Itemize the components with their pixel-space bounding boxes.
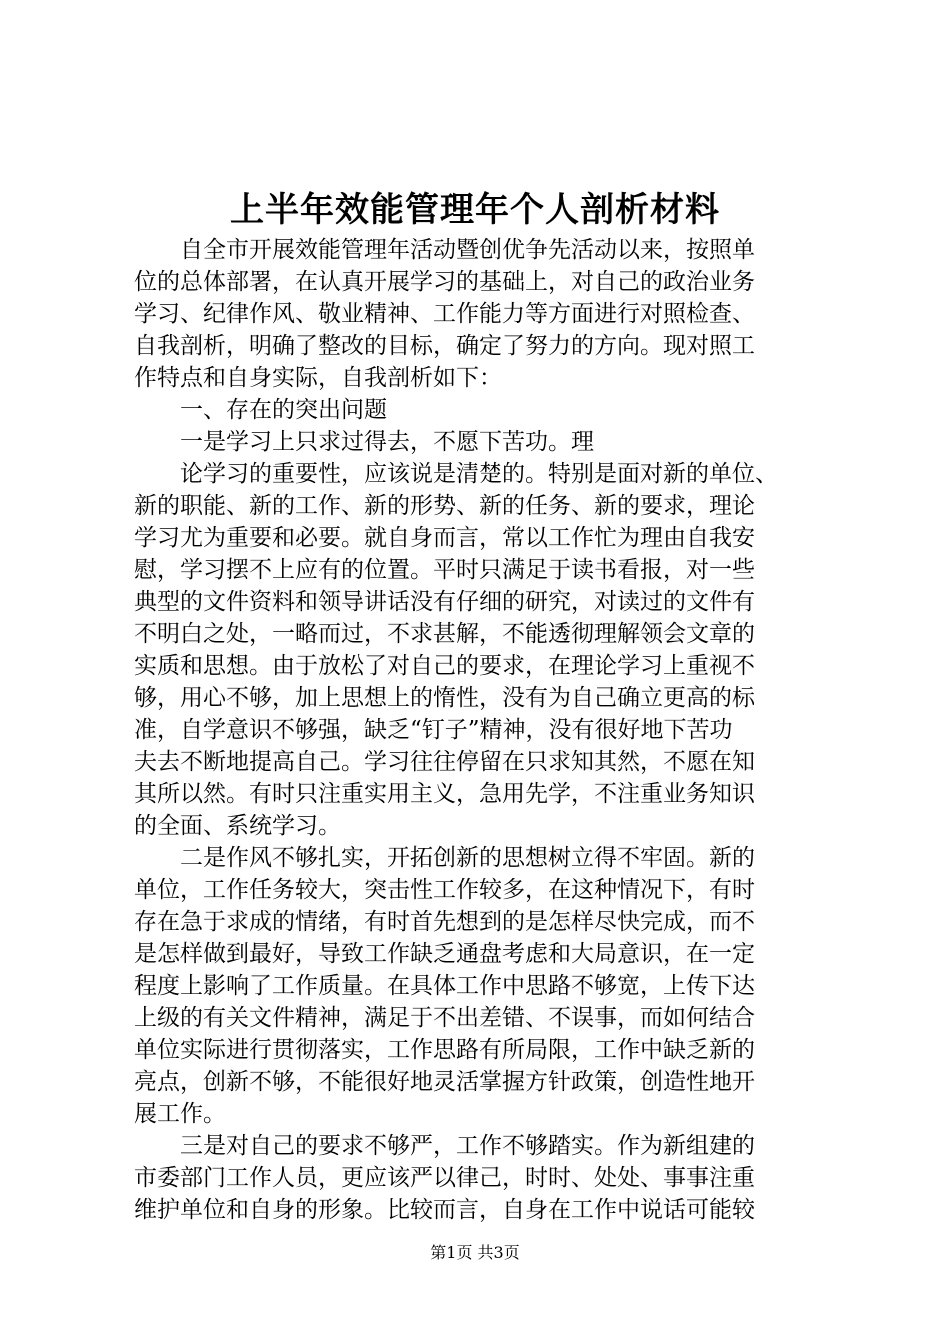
paragraph-line: 实质和思想。由于放松了对自己的要求，在理论学习上重视不 — [134, 653, 755, 679]
paragraph-line: 单位实际进行贯彻落实，工作思路有所局限，工作中缺乏新的 — [134, 1037, 755, 1063]
paragraph-line: 自全市开展效能管理年活动暨创优争先活动以来，按照单 — [180, 237, 755, 263]
paragraph-line: 二是作风不够扎实，开拓创新的思想树立得不牢固。新的 — [180, 845, 755, 871]
paragraph-line: 位的总体部署，在认真开展学习的基础上，对自己的政治业务 — [134, 269, 755, 295]
paragraph-line: 的全面、系统学习。 — [134, 813, 341, 839]
paragraph-line: 一是学习上只求过得去，不愿下苦功。理 — [180, 429, 594, 455]
paragraph-line: 作特点和自身实际，自我剖析如下： — [134, 365, 502, 391]
paragraph-line: 展工作。 — [134, 1101, 226, 1127]
paragraph-line: 上级的有关文件精神，满足于不出差错、不误事，而如何结合 — [134, 1005, 755, 1031]
paragraph-line: 学习、纪律作风、敬业精神、工作能力等方面进行对照检查、 — [134, 301, 755, 327]
paragraph-line: 亮点，创新不够，不能很好地灵活掌握方针政策，创造性地开 — [134, 1069, 755, 1095]
document-body — [134, 234, 834, 1226]
paragraph-line: 典型的文件资料和领导讲话没有仔细的研究，对读过的文件有 — [134, 589, 755, 615]
paragraph-line: 单位，工作任务较大，突击性工作较多，在这种情况下，有时 — [134, 877, 755, 903]
document-title: 上半年效能管理年个人剖析材料 — [230, 190, 720, 230]
paragraph-line: 市委部门工作人员，更应该严以律己，时时、处处、事事注重 — [134, 1165, 755, 1191]
paragraph-line: 存在急于求成的情绪，有时首先想到的是怎样尽快完成，而不 — [134, 909, 755, 935]
page-number-footer: 第1页 共3页 — [430, 1243, 520, 1262]
paragraph-line: 自我剖析，明确了整改的目标，确定了努力的方向。现对照工 — [134, 333, 755, 359]
section-heading: 一、存在的突出问题 — [180, 397, 387, 423]
paragraph-line: 新的职能、新的工作、新的形势、新的任务、新的要求，理论 — [134, 493, 755, 519]
paragraph-line: 维护单位和自身的形象。比较而言，自身在工作中说话可能较 — [134, 1197, 755, 1223]
paragraph-line: 慰，学习摆不上应有的位置。平时只满足于读书看报，对一些 — [134, 557, 755, 583]
paragraph-line: 三是对自己的要求不够严，工作不够踏实。作为新组建的 — [180, 1133, 755, 1159]
paragraph-line: 是怎样做到最好，导致工作缺乏通盘考虑和大局意识，在一定 — [134, 941, 755, 967]
paragraph-line: 其所以然。有时只注重实用主义，急用先学，不注重业务知识 — [134, 781, 755, 807]
paragraph-line: 夫去不断地提高自己。学习往往停留在只求知其然，不愿在知 — [134, 749, 755, 775]
paragraph-line: 论学习的重要性，应该说是清楚的。特别是面对新的单位、 — [180, 461, 778, 487]
paragraph-line: 准，自学意识不够强，缺乏“钉子”精神，没有很好地下苦功 — [134, 717, 733, 743]
paragraph-line: 不明白之处，一略而过，不求甚解，不能透彻理解领会文章的 — [134, 621, 755, 647]
paragraph-line: 学习尤为重要和必要。就自身而言，常以工作忙为理由自我安 — [134, 525, 755, 551]
paragraph-line: 程度上影响了工作质量。在具体工作中思路不够宽，上传下达 — [134, 973, 755, 999]
paragraph-line: 够，用心不够，加上思想上的惰性，没有为自己确立更高的标 — [134, 685, 755, 711]
